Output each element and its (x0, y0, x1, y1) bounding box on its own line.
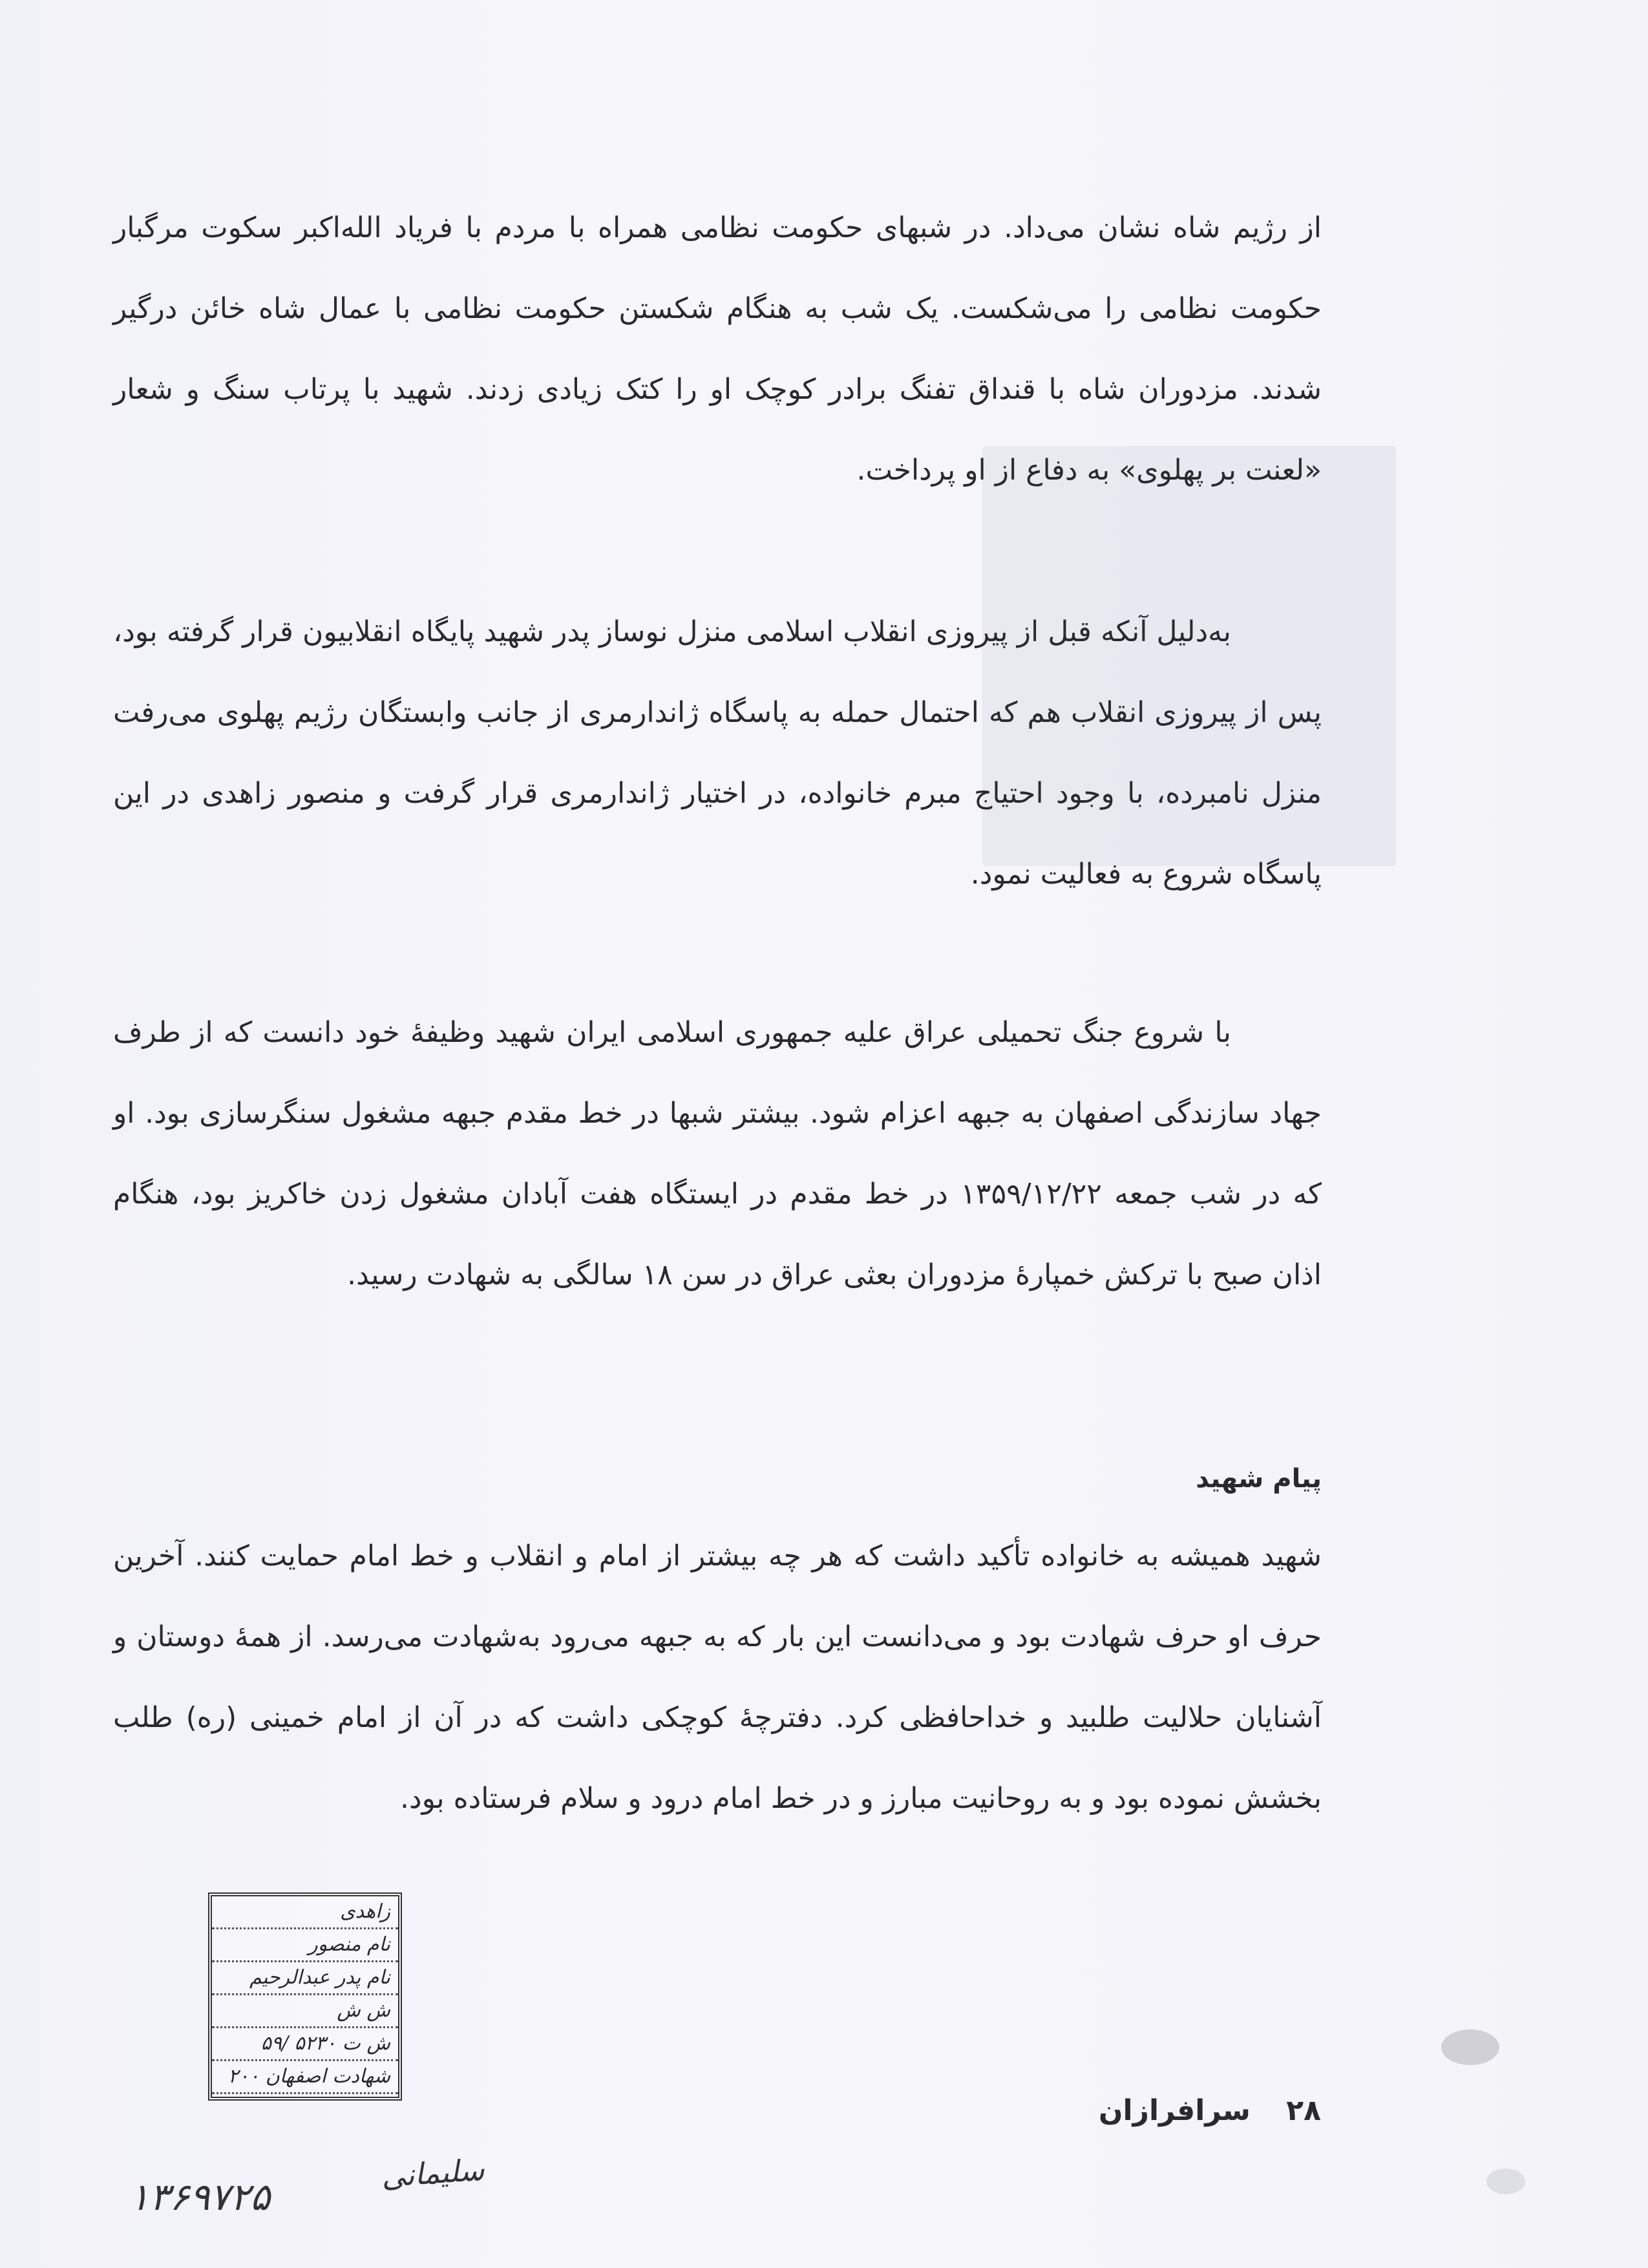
book-title: سرافرازان (1099, 2094, 1251, 2127)
paragraph-block-4 (113, 1516, 1322, 1839)
stamp-row: ش ش (212, 1995, 398, 2028)
stamp-row: زاهدی (212, 1896, 398, 1929)
ink-smudge (1441, 2030, 1499, 2065)
paragraph-4: شهید همیشه به خانواده تأکید داشت که هر چه بیشتر از امام و انقلاب و خط امام حمایت کنند. آخرین حرف او حرف شهادت بود و می‌دانست این بار که به جبهه می‌رود به‌شهادت می‌رسد. از همهٔ دوستان و آشنایان حلالیت طلبید و خداحافظی کرد. دفترچهٔ کوچکی داشت که در آن از امام خمینی (ره) طلب بخشش نموده بود و به روحانیت مبارز و در خط امام درود و سلام فرستاده بود. (113, 1540, 1322, 1815)
ink-smudge (1486, 2168, 1525, 2194)
section-heading: پیام شهید (1196, 1464, 1322, 1494)
paragraph-block-3 (113, 992, 1322, 1315)
paragraph-block-2 (113, 591, 1322, 915)
paragraph-1: از رژیم شاه نشان می‌داد. در شبهای حکومت نظامی همراه با مردم با فریاد الله‌اکبر سکوت مرگبار حکومت نظامی را می‌شکست. یک شب به هنگام شکستن حکومت نظامی با عمال شاه خائن درگیر شدند. مزدوران شاه با قنداق تفنگ برادر کوچک او را کتک زیادی زدند. شهید با پرتاب سنگ و شعار «لعنت بر پهلوی» به دفاع از او پرداخت. (113, 211, 1322, 487)
stamp-row: نام منصور (212, 1929, 398, 1962)
stamp-row: نام پدر عبدالرحیم (212, 1962, 398, 1995)
handwritten-number: ۱۳۶۹۷۲۵ (129, 2175, 271, 2219)
page-footer (1099, 2094, 1321, 2127)
paragraph-2: به‌دلیل آنکه قبل از پیروزی انقلاب اسلامی منزل نوساز پدر شهید پایگاه انقلابیون قرار گرفته بود، پس از پیروزی انقلاب هم که احتمال حمله به پاسگاه ژاندارمری از جانب وابستگان رژیم پهلوی می‌رفت منزل نامبرده، با وجود احتیاج مبرم خانواده، در اختیار ژاندارمری قرار گرفت و منصور زاهدی در این پاسگاه شروع به فعالیت نمود. (113, 615, 1322, 891)
paragraph-block-1 (113, 187, 1322, 511)
stamp-row: ش ت ۵۲۳۰ /۵۹ (212, 2028, 398, 2061)
handwritten-signature: سلیمانی (380, 2152, 486, 2194)
paragraph-3: با شروع جنگ تحمیلی عراق علیه جمهوری اسلامی ایران شهید وظیفهٔ خود دانست که از طرف جهاد سازندگی اصفهان به جبهه اعزام شود. بیشتر شبها در خط مقدم جبهه مشغول سنگرسازی بود. او که در شب جمعه ۱۳۵۹/۱۲/۲۲ در خط مقدم در ایستگاه هفت آبادان مشغول زدن خاکریز بود، هنگام اذان صبح با ترکش خمپارهٔ مزدوران بعثی عراق در سن ۱۸ سالگی به شهادت رسید. (113, 1016, 1322, 1291)
stamp-row: شهادت اصفهان ۲۰۰ (212, 2061, 398, 2094)
registration-stamp (208, 1892, 402, 2101)
page-number: ۲۸ (1286, 2094, 1321, 2127)
